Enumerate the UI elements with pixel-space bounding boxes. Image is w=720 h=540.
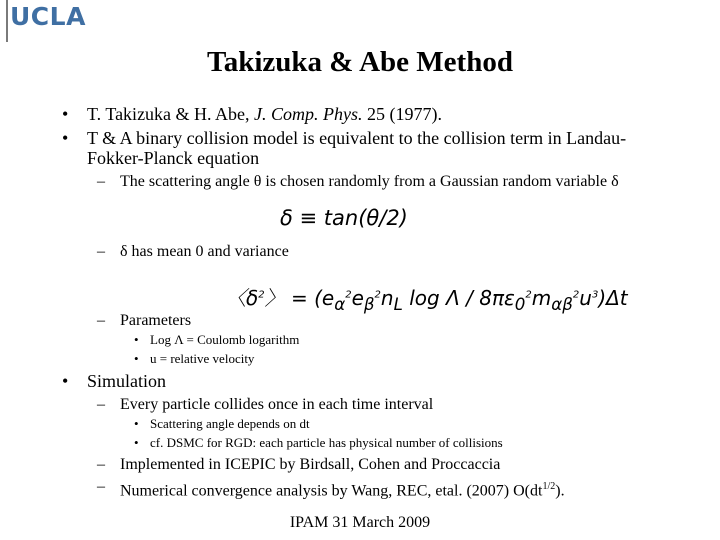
bullet-marker: • — [134, 332, 139, 347]
sim-dsmc-note: cf. DSMC for RGD: each particle has physical number of collisions — [150, 435, 503, 450]
variance-equation: 〈$\delta^2$〉 = ($e_\alpha^2e_\beta^2n_L$ log Λ / $8\pi\varepsilon_0^2m_{\alpha\beta}^2u^3)\Delta t$ — [226, 286, 628, 314]
dash-marker: – — [97, 243, 105, 260]
bullet-marker: • — [62, 371, 69, 391]
convergence-tail: ). — [555, 482, 565, 500]
icepic-text: Implemented in ICEPIC by Birdsall, Cohen and Proccaccia — [120, 456, 501, 473]
reference-journal: J. Comp. Phys. — [254, 104, 363, 124]
dash-marker: – — [97, 456, 105, 473]
footer-text: IPAM 31 March 2009 — [289, 514, 431, 531]
ucla-logo: UCLA — [10, 2, 86, 31]
reference-line — [87, 104, 442, 124]
convergence-text — [120, 477, 565, 501]
dash-marker: – — [97, 173, 105, 190]
bullet-marker: • — [62, 128, 69, 148]
param-relative-velocity: u = relative velocity — [150, 351, 255, 366]
bullet-marker: • — [134, 351, 139, 366]
dash-marker: – — [97, 396, 105, 413]
parameters-text: Parameters — [120, 312, 192, 329]
variance-text: δ has mean 0 and variance — [120, 243, 289, 260]
slide-title: Takizuka & Abe Method — [207, 46, 513, 78]
scattering-angle-text: The scattering angle θ is chosen randomly from a Gaussian random variable δ — [120, 173, 619, 190]
simulation-heading: Simulation — [87, 371, 167, 391]
delta-equation: δ ≡ tan(θ/2) — [280, 206, 408, 230]
model-line-1: T & A binary collision model is equivalent to the collision term in Landau- — [87, 128, 627, 148]
convergence-main: Numerical convergence analysis by Wang, REC, etal. (2007) O(dt — [120, 482, 543, 500]
collides-once-text: Every particle collides once in each time interval — [120, 396, 434, 413]
bullet-marker: • — [134, 435, 139, 450]
model-line-2: Fokker-Planck equation — [87, 148, 260, 168]
param-coulomb-log: Log Λ = Coulomb logarithm — [150, 332, 300, 347]
convergence-exponent: 1/2 — [542, 481, 556, 492]
dash-marker: – — [97, 312, 105, 329]
sim-scattering-dt: Scattering angle depends on dt — [150, 416, 310, 431]
logo-divider — [6, 0, 8, 42]
reference-authors: T. Takizuka & H. Abe, — [87, 104, 255, 124]
bullet-marker: • — [62, 104, 69, 124]
dash-marker: – — [97, 478, 105, 495]
reference-volume: 25 (1977). — [362, 104, 443, 124]
bullet-marker: • — [134, 416, 139, 431]
